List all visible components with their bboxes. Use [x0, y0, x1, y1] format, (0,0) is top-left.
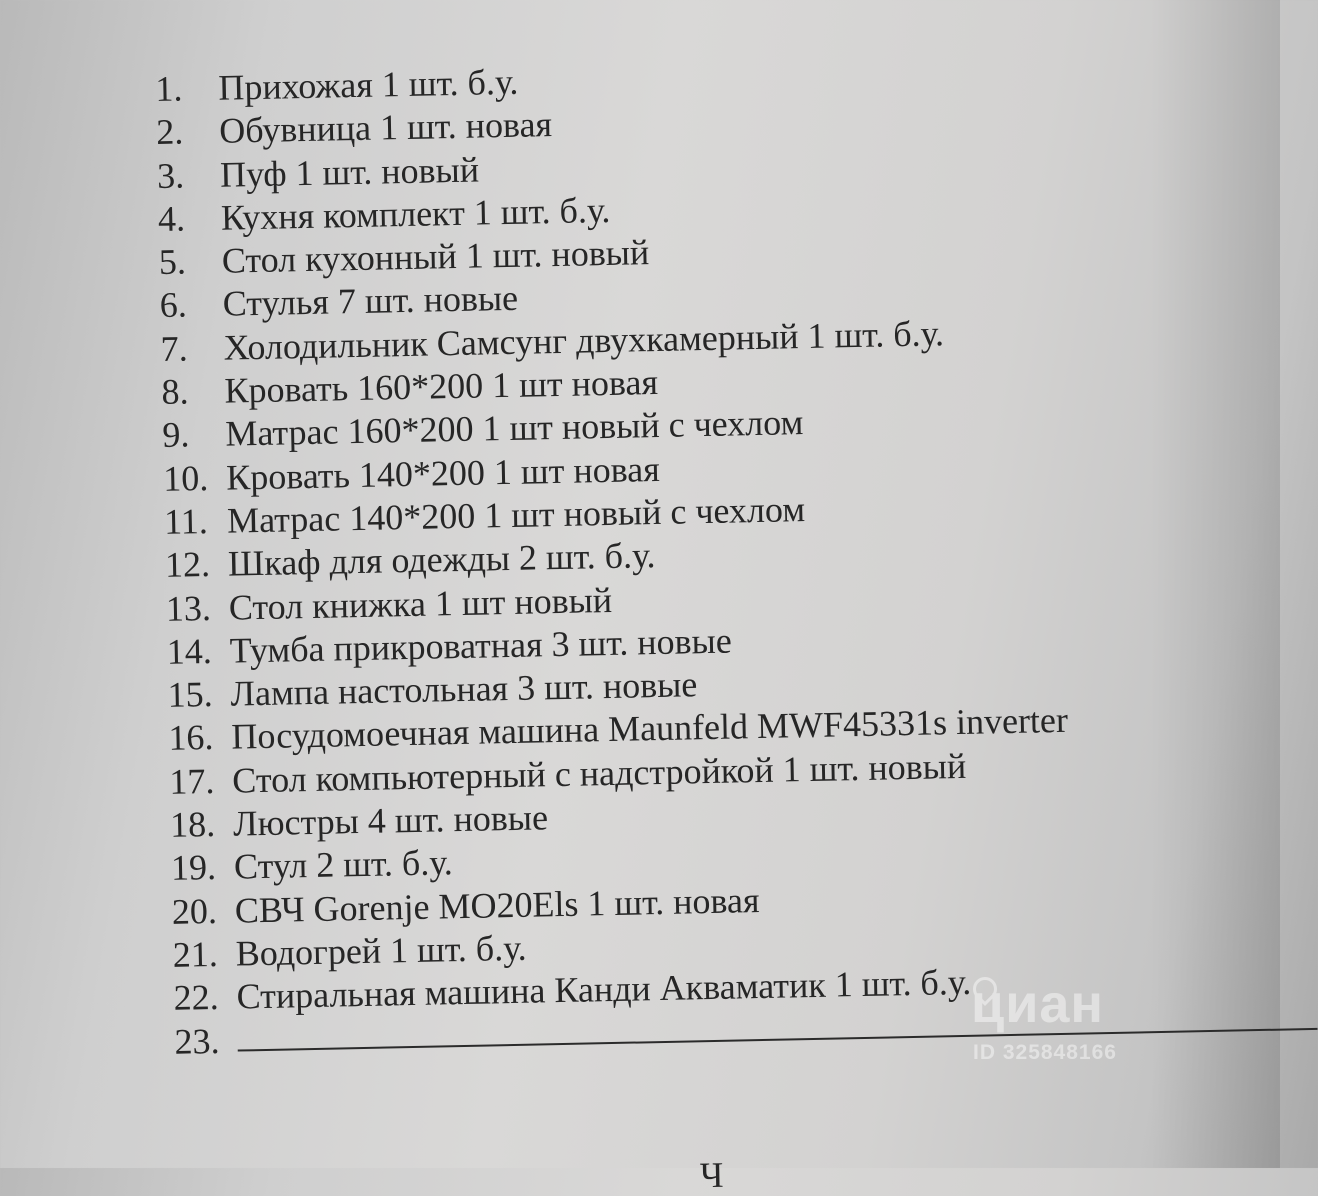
item-number: 3.: [156, 155, 185, 196]
item-number: 9.: [161, 414, 190, 456]
item-number: 22.: [173, 977, 220, 1019]
item-number: 2.: [155, 111, 184, 153]
item-text: Прихожая 1 шт. б.у.: [218, 61, 519, 108]
inventory-list: [155, 46, 1255, 1063]
item-number: 19.: [170, 847, 217, 889]
item-text: Шкаф для одежды 2 шт. б.у.: [227, 535, 656, 584]
item-text: Стулья 7 шт. новые: [222, 278, 519, 325]
item-number: 8.: [161, 371, 189, 413]
item-text: Водогрей 1 шт. б.у.: [235, 927, 527, 974]
item-number: 14.: [166, 630, 213, 672]
item-text: Тумба прикроватная 3 шт. новые: [229, 620, 733, 671]
item-number: 15.: [167, 674, 213, 716]
item-text: Холодильник Самсунг двухкамерный 1 шт. б.у.: [223, 313, 945, 368]
item-number: 23.: [174, 1020, 220, 1062]
item-text: Матрас 160*200 1 шт новый с чехлом: [224, 402, 804, 455]
item-number: 6.: [159, 284, 188, 326]
item-number: 11.: [163, 501, 209, 542]
item-number: 18.: [169, 803, 216, 845]
item-number: 1.: [155, 68, 183, 109]
item-number: 17.: [168, 760, 215, 802]
item-number: 10.: [162, 457, 209, 499]
item-text: Кровать 140*200 1 шт новая: [225, 448, 661, 498]
watermark-logo: циан: [971, 974, 1105, 1034]
watermark-id: ID 325848166: [973, 1041, 1117, 1064]
cut-off-footer-text: Ч: [699, 1154, 724, 1196]
item-text: Обувница 1 шт. новая: [218, 104, 553, 152]
item-text: Кровать 160*200 1 шт новая: [224, 362, 659, 411]
item-number: 20.: [171, 890, 218, 932]
item-text: Люстры 4 шт. новые: [232, 797, 549, 844]
item-text: Стол компьютерный с надстройкой 1 шт. новый: [231, 745, 967, 801]
item-number: 5.: [158, 241, 187, 283]
item-number: 7.: [160, 328, 189, 369]
item-text: Стол книжка 1 шт новый: [228, 579, 613, 628]
item-number: 4.: [157, 198, 186, 239]
item-text: Пуф 1 шт. новый: [219, 149, 480, 195]
item-text: Кухня комплект 1 шт. б.у.: [220, 189, 611, 238]
item-number: 21.: [172, 933, 219, 975]
item-text: Посудомоечная машина Maunfeld MWF45331s inverter: [231, 700, 1069, 758]
item-number: 12.: [164, 544, 211, 586]
item-text: Стиральная машина Канди Акваматик 1 шт. б.у.: [236, 962, 972, 1017]
item-number: 16.: [168, 717, 214, 759]
item-text: Матрас 140*200 1 шт новый с чехлом: [226, 489, 806, 541]
item-number: 13.: [165, 587, 212, 629]
cian-watermark: [965, 965, 1185, 1075]
item-text: Лампа настольная 3 шт. новые: [230, 664, 698, 714]
item-text: Стул 2 шт. б.у.: [233, 842, 454, 887]
item-text: Стол кухонный 1 шт. новый: [221, 232, 650, 281]
item-text: СВЧ Gorenje MO20Els 1 шт. новая: [234, 879, 760, 931]
